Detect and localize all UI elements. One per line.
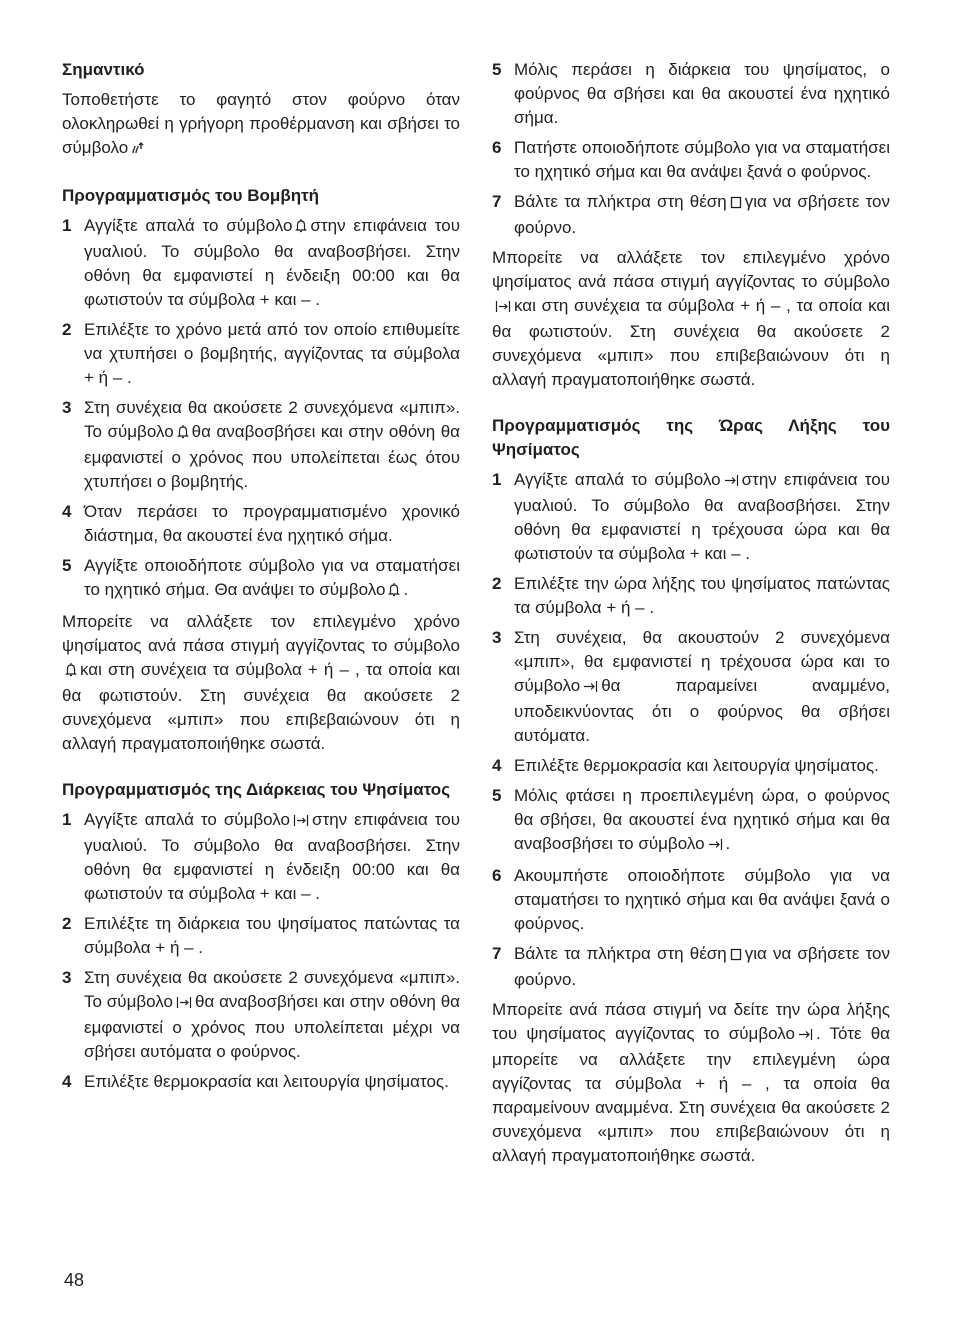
step-text (84, 554, 460, 604)
duration-step-6 (492, 136, 890, 184)
step-text (514, 942, 890, 992)
endtime-step-4 (492, 754, 890, 778)
note-text-b: και στη συνέχεια τα σύμβολα + ή – , τα οποία και θα φωτιστούν. Στη συνέχεια θα ακούσετε 2 συνεχόμενα «μπιπ» που επιβεβαιώνουν ότι η αλλαγή πραγματοποιήθηκε σωστά. (492, 296, 890, 389)
step-text: Όταν περάσει το προγραμματισμένο χρονικό διάστημα, θα ακουστεί ένα ηχητικό σήμα. (84, 502, 460, 545)
step-number: 5 (492, 786, 502, 805)
page-number: 48 (64, 1270, 85, 1290)
duration-icon (293, 810, 309, 834)
step-text: Πατήστε οποιοδήποτε σύμβολο για να σταματήσει το ηχητικό σήμα και θα ανάψει ξανά ο φούρνος. (514, 138, 890, 181)
step-text: Ακουμπήστε οποιοδήποτε σύμβολο για να σταματήσει το ηχητικό σήμα και θα ανάψει ξανά ο φούρνος. (514, 866, 890, 933)
important-text (62, 88, 460, 162)
timer-note (62, 610, 460, 756)
bell-icon (388, 580, 400, 604)
duration-step-5 (492, 58, 890, 130)
step-text (514, 190, 890, 240)
step-text-a: Αγγίξτε απαλά το σύμβολο (84, 810, 291, 829)
duration-step-3 (62, 966, 460, 1064)
step-number: 5 (62, 556, 72, 575)
step-text-b: στην επιφάνεια του γυαλιού. Το σύμβολο θα αναβοσβήσει. Στην οθόνη θα εμφανιστεί η τρέχουσα ώρα και θα φωτιστούν τα σύμβολα + και – . (514, 470, 890, 563)
step-number: 7 (492, 192, 502, 211)
left-column (62, 58, 460, 1116)
step-text-b: για να σβήσετε τον φούρνο. (514, 944, 891, 989)
step-text: Επιλέξτε το χρόνο μετά από τον οποίο επιθυμείτε να χτυπήσει ο βομβητής, αγγίζοντας τα σύμβολα + ή – . (84, 320, 460, 387)
timer-step-5 (62, 554, 460, 604)
important-section (62, 58, 460, 162)
endtime-title: Προγραμματισμός της Ώρας Λήξης του Ψησίματος (492, 416, 890, 459)
important-text-a: Τοποθετήστε το φαγητό στον φούρνο όταν ολοκληρωθεί η γρήγορη προθέρμανση και σβήσει το σύμβολο (62, 90, 460, 157)
right-column (492, 58, 890, 1190)
step-number: 7 (492, 944, 502, 963)
step-text (514, 468, 890, 566)
step-text: Επιλέξτε θερμοκρασία και λειτουργία ψησίματος. (514, 756, 879, 775)
timer-step-1 (62, 214, 460, 312)
step-text-a: Αγγίξτε απαλά το σύμβολο (514, 470, 721, 489)
duration-section (62, 778, 460, 1094)
bell-icon (65, 660, 77, 684)
endtime-step-5 (492, 784, 890, 858)
step-text (514, 784, 890, 858)
step-number: 1 (62, 216, 72, 235)
step-text-a: Στη συνέχεια, θα ακουστούν 2 συνεχόμενα «μπιπ», θα εμφανιστεί η τρέχουσα ώρα και το σύμβολο (514, 628, 890, 695)
note-text-b: . Τότε θα μπορείτε να αλλάξετε την επιλεγμένη ώρα αγγίζοντας τα σύμβολα + ή – , τα οποία θα παραμείνουν αναμμένα. Στη συνέχεια θα ακούσετε 2 συνεχόμενα «μπιπ» που επιβεβαιώνουν ότι η αλλαγή πραγματοποιήθηκε σωστά. (492, 1024, 890, 1165)
important-title: Σημαντικό (62, 60, 145, 79)
step-number: 6 (492, 138, 502, 157)
step-text (84, 966, 460, 1064)
step-text-b: στην επιφάνεια του γυαλιού. Το σύμβολο θα αναβοσβήσει. Στην οθόνη θα εμφανιστεί η ένδειξη 00:00 και θα φωτιστούν τα σύμβολα + και – . (84, 810, 460, 903)
off-position-icon (730, 944, 742, 968)
step-text: Επιλέξτε θερμοκρασία και λειτουργία ψησίματος. (84, 1072, 449, 1091)
duration-title: Προγραμματισμός της Διάρκειας του Ψησίματος (62, 780, 451, 799)
end-time-icon (583, 676, 598, 700)
step-text-a: Αγγίξτε απαλά το σύμβολο (84, 216, 293, 235)
duration-note (492, 246, 890, 392)
duration-step-7 (492, 190, 890, 240)
step-text-b: στην επιφάνεια του γυαλιού. Το σύμβολο θα αναβοσβήσει. Στην οθόνη θα εμφανιστεί η ένδειξη 00:00 και θα φωτιστούν τα σύμβολα + και – . (84, 216, 460, 309)
note-text-b: και στη συνέχεια τα σύμβολα + ή – , τα οποία και θα φωτιστούν. Στη συνέχεια θα ακούσετε 2 συνεχόμενα «μπιπ» που επιβεβαιώνουν ότι η αλλαγή πραγματοποιήθηκε σωστά. (62, 660, 460, 753)
step-text-b: . (403, 580, 409, 599)
duration-continued-section (492, 58, 890, 392)
endtime-step-6 (492, 864, 890, 936)
step-text-b: για να σβήσετε τον φούρνο. (514, 192, 891, 237)
endtime-step-1 (492, 468, 890, 566)
step-text-a: Βάλτε τα πλήκτρα στη θέση (514, 192, 727, 211)
bell-icon (295, 216, 307, 240)
duration-step-1 (62, 808, 460, 906)
duration-icon (176, 992, 192, 1016)
step-number: 2 (62, 320, 72, 339)
step-number: 3 (492, 628, 502, 647)
step-number: 4 (492, 756, 502, 775)
note-text-a: Μπορείτε ανά πάσα στιγμή να δείτε την ώρα λήξης του ψησίματος αγγίζοντας το σύμβολο (492, 1000, 890, 1043)
end-time-icon (724, 470, 739, 494)
timer-step-3 (62, 396, 460, 494)
step-text-a: Στη συνέχεια θα ακούσετε 2 συνεχόμενα «μπιπ». Το σύμβολο (84, 968, 460, 1011)
note-text-a: Μπορείτε να αλλάξετε τον επιλεγμένο χρόνο ψησίματος ανά πάσα στιγμή αγγίζοντας το σύμβολο (62, 612, 460, 655)
duration-icon (495, 296, 511, 320)
end-time-icon (708, 834, 723, 858)
note-text-a: Μπορείτε να αλλάξετε τον επιλεγμένο χρόνο ψησίματος ανά πάσα στιγμή αγγίζοντας το σύμβολο (492, 248, 890, 291)
step-text-a: Αγγίξτε οποιοδήποτε σύμβολο για να σταματήσει το ηχητικό σήμα. Θα ανάψει το σύμβολο (84, 556, 460, 599)
timer-step-4 (62, 500, 460, 548)
endtime-step-2 (492, 572, 890, 620)
step-text (514, 626, 890, 748)
end-time-icon (798, 1024, 813, 1048)
step-text-b: θα παραμείνει αναμμένο, υποδεικνύοντας ότι ο φούρνος θα σβήσει αυτόματα. (514, 676, 890, 745)
timer-step-2 (62, 318, 460, 390)
step-text-a: Βάλτε τα πλήκτρα στη θέση (514, 944, 727, 963)
step-text-b: . (725, 834, 731, 853)
step-number: 3 (62, 398, 72, 417)
step-number: 4 (62, 1072, 72, 1091)
step-number: 4 (62, 502, 72, 521)
duration-step-4 (62, 1070, 460, 1094)
bell-icon (177, 422, 189, 446)
step-text: Μόλις περάσει η διάρκεια του ψησίματος, ο φούρνος θα σβήσει και θα ακουστεί ένα ηχητικό σήμα. (514, 60, 890, 127)
step-number: 2 (62, 914, 72, 933)
step-text: Επιλέξτε την ώρα λήξης του ψησίματος πατώντας τα σύμβολα + ή – . (514, 574, 890, 617)
step-number: 3 (62, 968, 72, 987)
rapid-heat-icon (131, 138, 145, 162)
endtime-section (492, 414, 890, 1168)
step-text-b: θα αναβοσβήσει και στην οθόνη θα εμφανιστεί ο χρόνος που υπολείπεται έως ότου χτυπήσει ο βομβητής. (84, 422, 460, 491)
step-text: Επιλέξτε τη διάρκεια του ψησίματος πατώντας τα σύμβολα + ή – . (84, 914, 460, 957)
step-text-a: Στη συνέχεια θα ακούσετε 2 συνεχόμενα «μπιπ». Το σύμβολο (84, 398, 460, 441)
off-position-icon (730, 192, 742, 216)
step-number: 2 (492, 574, 502, 593)
timer-section (62, 184, 460, 756)
step-text (84, 396, 460, 494)
step-text-b: θα αναβοσβήσει και στην οθόνη θα εμφανιστεί ο χρόνος που υπολείπεται μέχρι να σβήσει αυτόματα ο φούρνος. (84, 992, 460, 1061)
duration-step-2 (62, 912, 460, 960)
timer-title: Προγραμματισμός του Βομβητή (62, 186, 320, 205)
step-text-a: Μόλις φτάσει η προεπιλεγμένη ώρα, ο φούρνος θα σβήσει, θα ακουστεί ένα ηχητικό σήμα και θα αναβοσβήσει το σύμβολο (514, 786, 890, 853)
step-number: 1 (492, 470, 502, 489)
step-number: 5 (492, 60, 502, 79)
endtime-step-7 (492, 942, 890, 992)
step-text (84, 214, 460, 312)
step-number: 1 (62, 810, 72, 829)
step-text (84, 808, 460, 906)
endtime-step-3 (492, 626, 890, 748)
step-number: 6 (492, 866, 502, 885)
endtime-note (492, 998, 890, 1168)
